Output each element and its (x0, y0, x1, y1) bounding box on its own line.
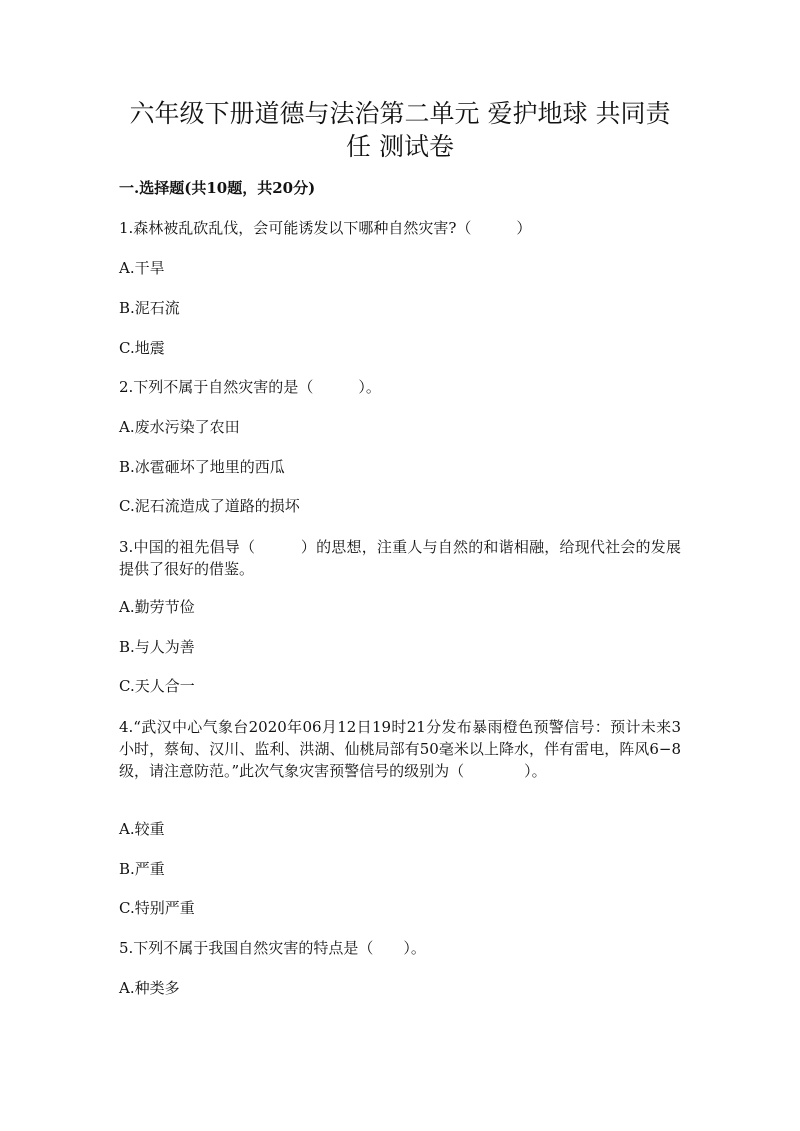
question-3-option-a: A.勤劳节俭 (119, 598, 195, 616)
question-1-option-c: C.地震 (119, 339, 165, 357)
question-4-option-c: C.特别严重 (119, 899, 195, 917)
question-1-stem: 1.森林被乱砍乱伐，会可能诱发以下哪种自然灾害?（ ） (119, 219, 532, 237)
question-1-option-a: A.干旱 (119, 259, 165, 277)
question-3-option-c: C.天人合一 (119, 677, 195, 695)
question-3-option-b: B.与人为善 (119, 638, 195, 656)
question-3-stem: 3.中国的祖先倡导（ ）的思想，注重人与自然的和谐相融，给现代社会的发展提供了很好的借鉴。 (119, 538, 681, 578)
question-5-option-a: A.种类多 (119, 979, 180, 997)
question-4-stem: 4.“武汉中心气象台2020年06月12日19时21分发布暴雨橙色预警信号：预计未来3小时，蔡甸、汉川、监利、洪湖、仙桃局部有50毫米以上降水，伴有雷电，阵风6−8级，请注意防范。”此次气象灾害预警信号的级别为（ ）。 (119, 718, 681, 780)
question-1-option-b: B.泥石流 (119, 299, 180, 317)
question-2-option-b: B.冰雹砸坏了地里的西瓜 (119, 458, 285, 476)
section-heading: 一.选择题(共10题，共20分) (119, 179, 316, 197)
question-2-stem: 2.下列不属于自然灾害的是（ ）。 (119, 378, 381, 396)
question-5-stem: 5.下列不属于我国自然灾害的特点是（ ）。 (119, 939, 426, 957)
question-2-option-c: C.泥石流造成了道路的损坏 (119, 497, 300, 515)
page-title: 六年级下册道德与法治第二单元 爱护地球 共同责任 测试卷 (129, 99, 671, 161)
question-4-option-b: B.严重 (119, 860, 165, 878)
question-2-option-a: A.废水污染了农田 (119, 418, 240, 436)
question-4-option-a: A.较重 (119, 820, 165, 838)
